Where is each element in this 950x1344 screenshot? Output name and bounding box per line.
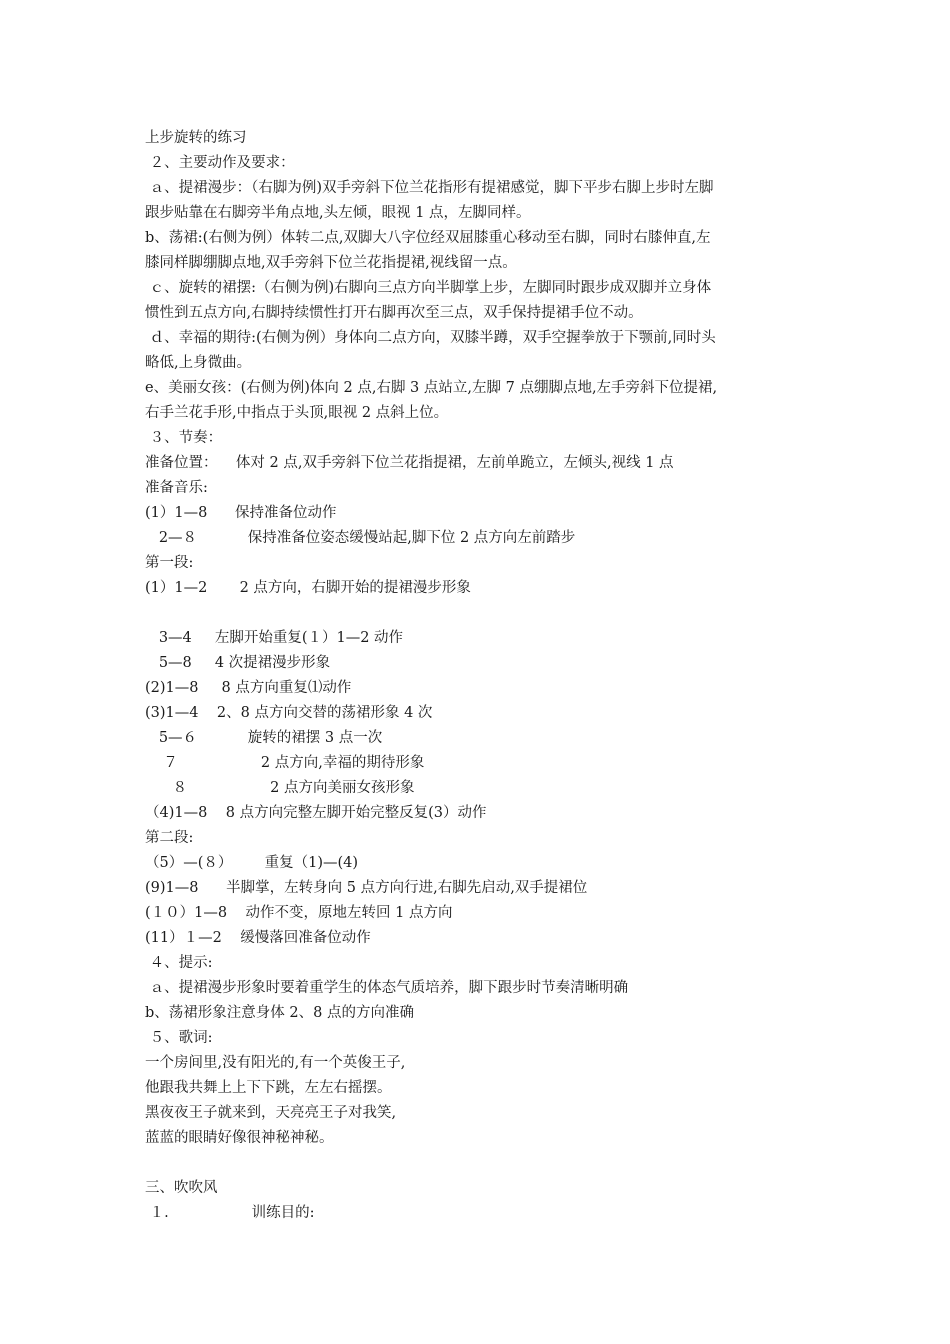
paragraph-line: ｃ、旋转的裙摆:（右侧为例)右脚向三点方向半脚掌上步，左脚同时跟步成双脚并立身体 <box>145 280 712 296</box>
rhythm-line: ７ 2 点方向,幸福的期待形象 <box>145 755 425 771</box>
paragraph-line: b、荡裙:(右侧为例）体转二点,双脚大八字位经双屈膝重心移动至右脚，同时右膝伸直,左 <box>145 230 711 246</box>
subheading-main-actions: ２、主要动作及要求： <box>145 155 295 171</box>
blank-line <box>145 601 815 626</box>
rhythm-line: 5—６ 旋转的裙摆 3 点一次 <box>145 730 383 746</box>
subheading-lyrics: ５、歌词: <box>145 1030 213 1046</box>
rhythm-line: (1）1—8 保持准备位动作 <box>145 505 337 521</box>
rhythm-line: 准备音乐: <box>145 480 208 496</box>
lyric-line: 一个房间里,没有阳光的,有一个英俊王子, <box>145 1055 406 1071</box>
paragraph-line: ａ、提裙漫步：（右脚为例)双手旁斜下位兰花指形有提裙感觉，脚下平步右脚上步时左脚 <box>145 180 714 196</box>
rhythm-line: 2—８ 保持准备位姿态缓慢站起,脚下位 2 点方向左前踏步 <box>145 530 576 546</box>
tip-line: ａ、提裙漫步形象时要着重学生的体态气质培养，脚下跟步时节奏清晰明确 <box>145 980 629 996</box>
rhythm-line: (1）1—2 2 点方向，右脚开始的提裙漫步形象 <box>145 580 471 596</box>
paragraph-line: e、美丽女孩：(右侧为例)体向 2 点,右脚 3 点站立,左脚 7 点绷脚点地,左手旁斜下位提裙, <box>145 380 718 396</box>
rhythm-line: 准备位置： 体对 2 点,双手旁斜下位兰花指提裙，左前单跪立，左倾头,视线 1 点 <box>145 455 674 471</box>
paragraph-line: 膝同样脚绷脚点地,双手旁斜下位兰花指提裙,视线留一点。 <box>145 255 517 271</box>
rhythm-line: (2)1—8 8 点方向重复⑴动作 <box>145 680 352 696</box>
section-heading-rotation-practice: 上步旋转的练习 <box>145 130 247 146</box>
subheading-rhythm: ３、节奏： <box>145 430 223 446</box>
paragraph-line: ｄ、幸福的期待:(右侧为例）身体向二点方向，双膝半蹲，双手空握拳放于下颚前,同时头 <box>145 330 716 346</box>
rhythm-line: (11）１—2 缓慢落回准备位动作 <box>145 930 371 946</box>
lyric-line: 黑夜夜王子就来到，天亮亮王子对我笑, <box>145 1105 397 1121</box>
document-body <box>145 126 815 1226</box>
rhythm-line: (9)1—8 半脚掌，左转身向 5 点方向行进,右脚先启动,双手提裙位 <box>145 880 588 896</box>
paragraph-line: 右手兰花手形,中指点于头顶,眼视 2 点斜上位。 <box>145 405 449 421</box>
rhythm-line: 3—4 左脚开始重复(１）1—2 动作 <box>145 630 404 646</box>
rhythm-line: （5）—(８） 重复（1)—(4) <box>145 855 359 871</box>
paragraph-line: 略低,上身微曲。 <box>145 355 252 371</box>
lyric-line: 蓝蓝的眼睛好像很神秘神秘。 <box>145 1130 334 1146</box>
paragraph-line: 惯性到五点方向,右脚持续惯性打开右脚再次至三点，双手保持提裙手位不动。 <box>145 305 643 321</box>
tip-line: b、荡裙形象注意身体 2、8 点的方向准确 <box>145 1005 414 1021</box>
rhythm-line: ８ 2 点方向美丽女孩形象 <box>145 780 415 796</box>
subheading-training-goal: １. 训练目的: <box>145 1205 315 1221</box>
rhythm-line: （4)1—8 8 点方向完整左脚开始完整反复(3）动作 <box>145 805 487 821</box>
rhythm-line: 5—8 4 次提裙漫步形象 <box>145 655 331 671</box>
subheading-tips: ４、提示: <box>145 955 213 971</box>
rhythm-line: 第二段: <box>145 830 194 846</box>
blank-line <box>145 1151 815 1176</box>
rhythm-line: 第一段: <box>145 555 194 571</box>
section-heading-blow-wind: 三、吹吹风 <box>145 1180 218 1196</box>
lyric-line: 他跟我共舞上上下下跳，左左右摇摆。 <box>145 1080 392 1096</box>
rhythm-line: (１０）1—8 动作不变，原地左转回 1 点方向 <box>145 905 453 921</box>
paragraph-line: 跟步贴靠在右脚旁半角点地,头左倾，眼视 1 点，左脚同样。 <box>145 205 531 221</box>
rhythm-line: (3)1—4 2、8 点方向交替的荡裙形象 4 次 <box>145 705 433 721</box>
